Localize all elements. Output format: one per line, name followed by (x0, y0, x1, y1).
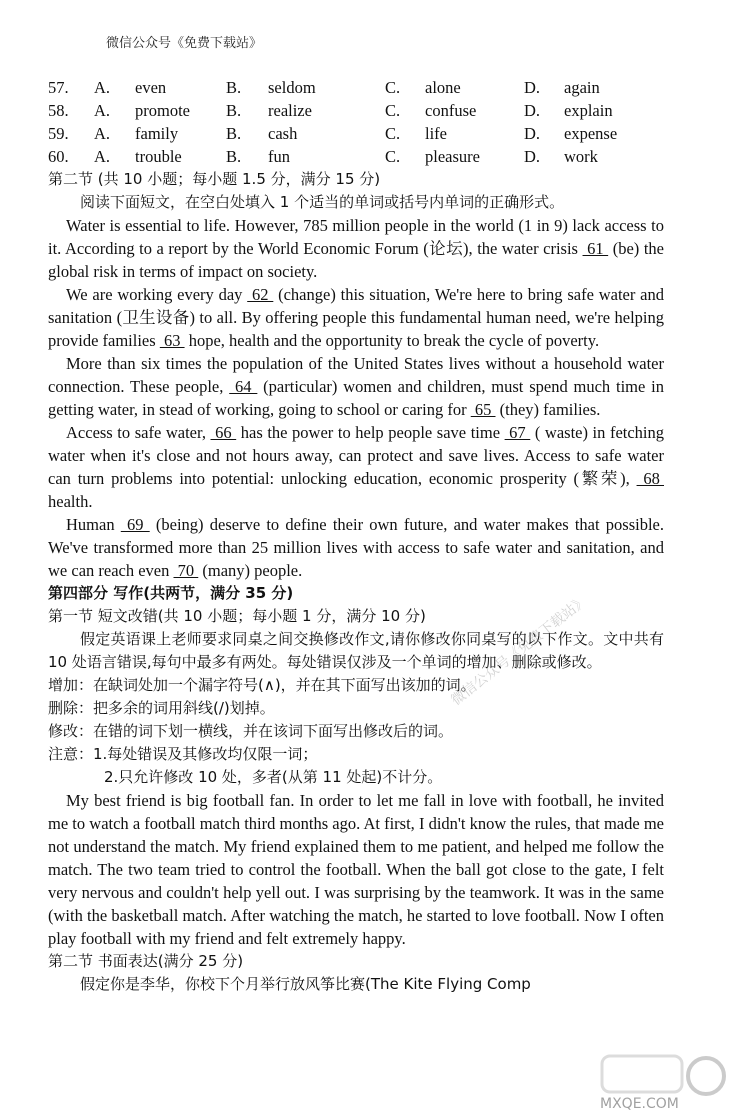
blank-68[interactable]: 68 (636, 469, 664, 488)
option-letter: A. (94, 124, 111, 143)
question-number: 58. (48, 101, 69, 120)
passage-paragraph-2: We are working every day 62 (change) this situation, We're here to bring safe water and sanitation (卫生设备) to all. By offering people this fundamental human need, we're helping provide families 63 hope, health and the opportunity to break the cycle of poverty. (48, 285, 664, 350)
blank-61[interactable]: 61 (582, 239, 609, 258)
document-body (48, 76, 664, 996)
rule-add: 增加：在缺词处加一个漏字符号(∧)，并在其下面写出该加的词。 (48, 676, 476, 694)
section2-instruction: 阅读下面短文，在空白处填入 1 个适当的单词或括号内单词的正确形式。 (80, 193, 565, 211)
option-a-text: family (135, 124, 179, 143)
section2-writing-title: 第二节 书面表达(满分 25 分) (48, 952, 244, 970)
option-letter: B. (226, 78, 242, 97)
question-59-options (48, 122, 664, 145)
option-c-text: life (425, 124, 447, 143)
question-57-options (48, 76, 664, 99)
writing-prompt-line: 假定你是李华，你校下个月举行放风筝比赛(The Kite Flying Comp (80, 975, 531, 993)
question-58-options (48, 99, 664, 122)
option-b-text: fun (268, 147, 290, 166)
option-c-text: confuse (425, 101, 477, 120)
blank-69[interactable]: 69 (120, 515, 150, 534)
option-letter: A. (94, 78, 111, 97)
blank-67[interactable]: 67 (504, 423, 531, 442)
option-d-text: work (564, 147, 598, 166)
blank-62[interactable]: 62 (247, 285, 274, 304)
blank-64[interactable]: 64 (229, 377, 258, 396)
passage-paragraph-4: Access to safe water, 66 has the power to help people save time 67 ( waste) in fetching water when it's close and not hours away, can protect and save lives. Access to safe water can turn problems into potential: unlocking education, economic prosperity (繁荣), 68 health. (48, 423, 665, 511)
option-b-text: realize (268, 101, 312, 120)
option-a-text: trouble (135, 147, 182, 166)
part4-title: 第四部分 写作(共两节，满分 35 分) (48, 584, 294, 602)
option-a-text: even (135, 78, 167, 97)
question-number: 57. (48, 78, 69, 97)
section1-title: 第一节 短文改错(共 10 小题；每小题 1 分，满分 10 分) (48, 607, 426, 625)
blank-66[interactable]: 66 (210, 423, 237, 442)
option-letter: D. (524, 78, 541, 97)
option-d-text: expense (564, 124, 618, 143)
option-c-text: alone (425, 78, 461, 97)
section1-instruction: 假定英语课上老师要求同桌之间交换修改作文,请你修改你同桌写的以下作文。文中共有 10 处语言错误,每句中最多有两处。每处错误仅涉及一个单词的增加、删除或修改。 (48, 630, 664, 671)
option-letter: C. (385, 101, 401, 120)
option-letter: B. (226, 101, 242, 120)
rule-delete: 删除：把多余的词用斜线(/)划掉。 (48, 699, 275, 717)
essay-paragraph: My best friend is big football fan. In order to let me fall in love with football, he invited me to watch a football match third months ago. At first, I didn't know the rules, that made me not understand the match. My friend explained them to me patient, and helped me follow the match. The two team tried to control the football. When the ball got close to the gate, I felt very nervous and couldn't help yell out. I was surprising by the teamwork. It was in the same (with the basketball match. After watching the match, he started to love football. Now I often play football with my friend and felt extremely happy. (48, 791, 664, 948)
option-d-text: again (564, 78, 600, 97)
option-a-text: promote (135, 101, 190, 120)
question-number: 59. (48, 124, 69, 143)
page-header-source: 微信公众号《免费下载站》 (106, 36, 263, 51)
blank-65[interactable]: 65 (470, 400, 496, 419)
option-letter: C. (385, 78, 401, 97)
option-list (48, 76, 664, 168)
option-b-text: cash (268, 124, 298, 143)
passage-paragraph-3: More than six times the population of the United States lives without a household water connection. These people, 64 (particular) women and children, must spend much time in getting water, in stead of working, going to school or caring for 65 (they) families. (48, 354, 664, 419)
note-2: 2.只允许修改 10 处，多者(从第 11 处起)不计分。 (104, 768, 443, 786)
option-letter: A. (94, 147, 111, 166)
option-letter: A. (94, 101, 111, 120)
option-letter: B. (226, 147, 242, 166)
option-d-text: explain (564, 101, 613, 120)
option-c-text: pleasure (425, 147, 480, 166)
option-letter: B. (226, 124, 242, 143)
option-letter: C. (385, 124, 401, 143)
option-b-text: seldom (268, 78, 316, 97)
option-letter: C. (385, 147, 401, 166)
section2-title: 第二节 (共 10 小题；每小题 1.5 分，满分 15 分) (48, 170, 381, 188)
logo-url-text: MXQE.COM (600, 1096, 679, 1112)
passage-paragraph-1: Water is essential to life. However, 785 million people in the world (1 in 9) lack access to it. According to a report by the World Economic Forum (论坛), the water crisis 61 (be) the global risk in terms of impact on society. (48, 216, 664, 281)
note-1: 注意：1.每处错误及其修改均仅限一词； (48, 745, 318, 763)
option-letter: D. (524, 147, 541, 166)
question-number: 60. (48, 147, 69, 166)
rule-modify: 修改：在错的词下划一横线，并在该词下面写出修改后的词。 (48, 722, 454, 740)
watermark-diagonal: 微信公众号《免费下载站》 (448, 592, 591, 709)
option-letter: D. (524, 101, 541, 120)
blank-63[interactable]: 63 (159, 331, 185, 350)
blank-70[interactable]: 70 (173, 561, 199, 580)
question-60-options (48, 145, 664, 168)
option-letter: D. (524, 124, 541, 143)
passage-paragraph-5: Human 69 (being) deserve to define their own future, and water makes that possible. We've transformed more than 25 million lives with access to safe water and sanitation, and we can reach even 70 (many) people. (48, 515, 665, 580)
